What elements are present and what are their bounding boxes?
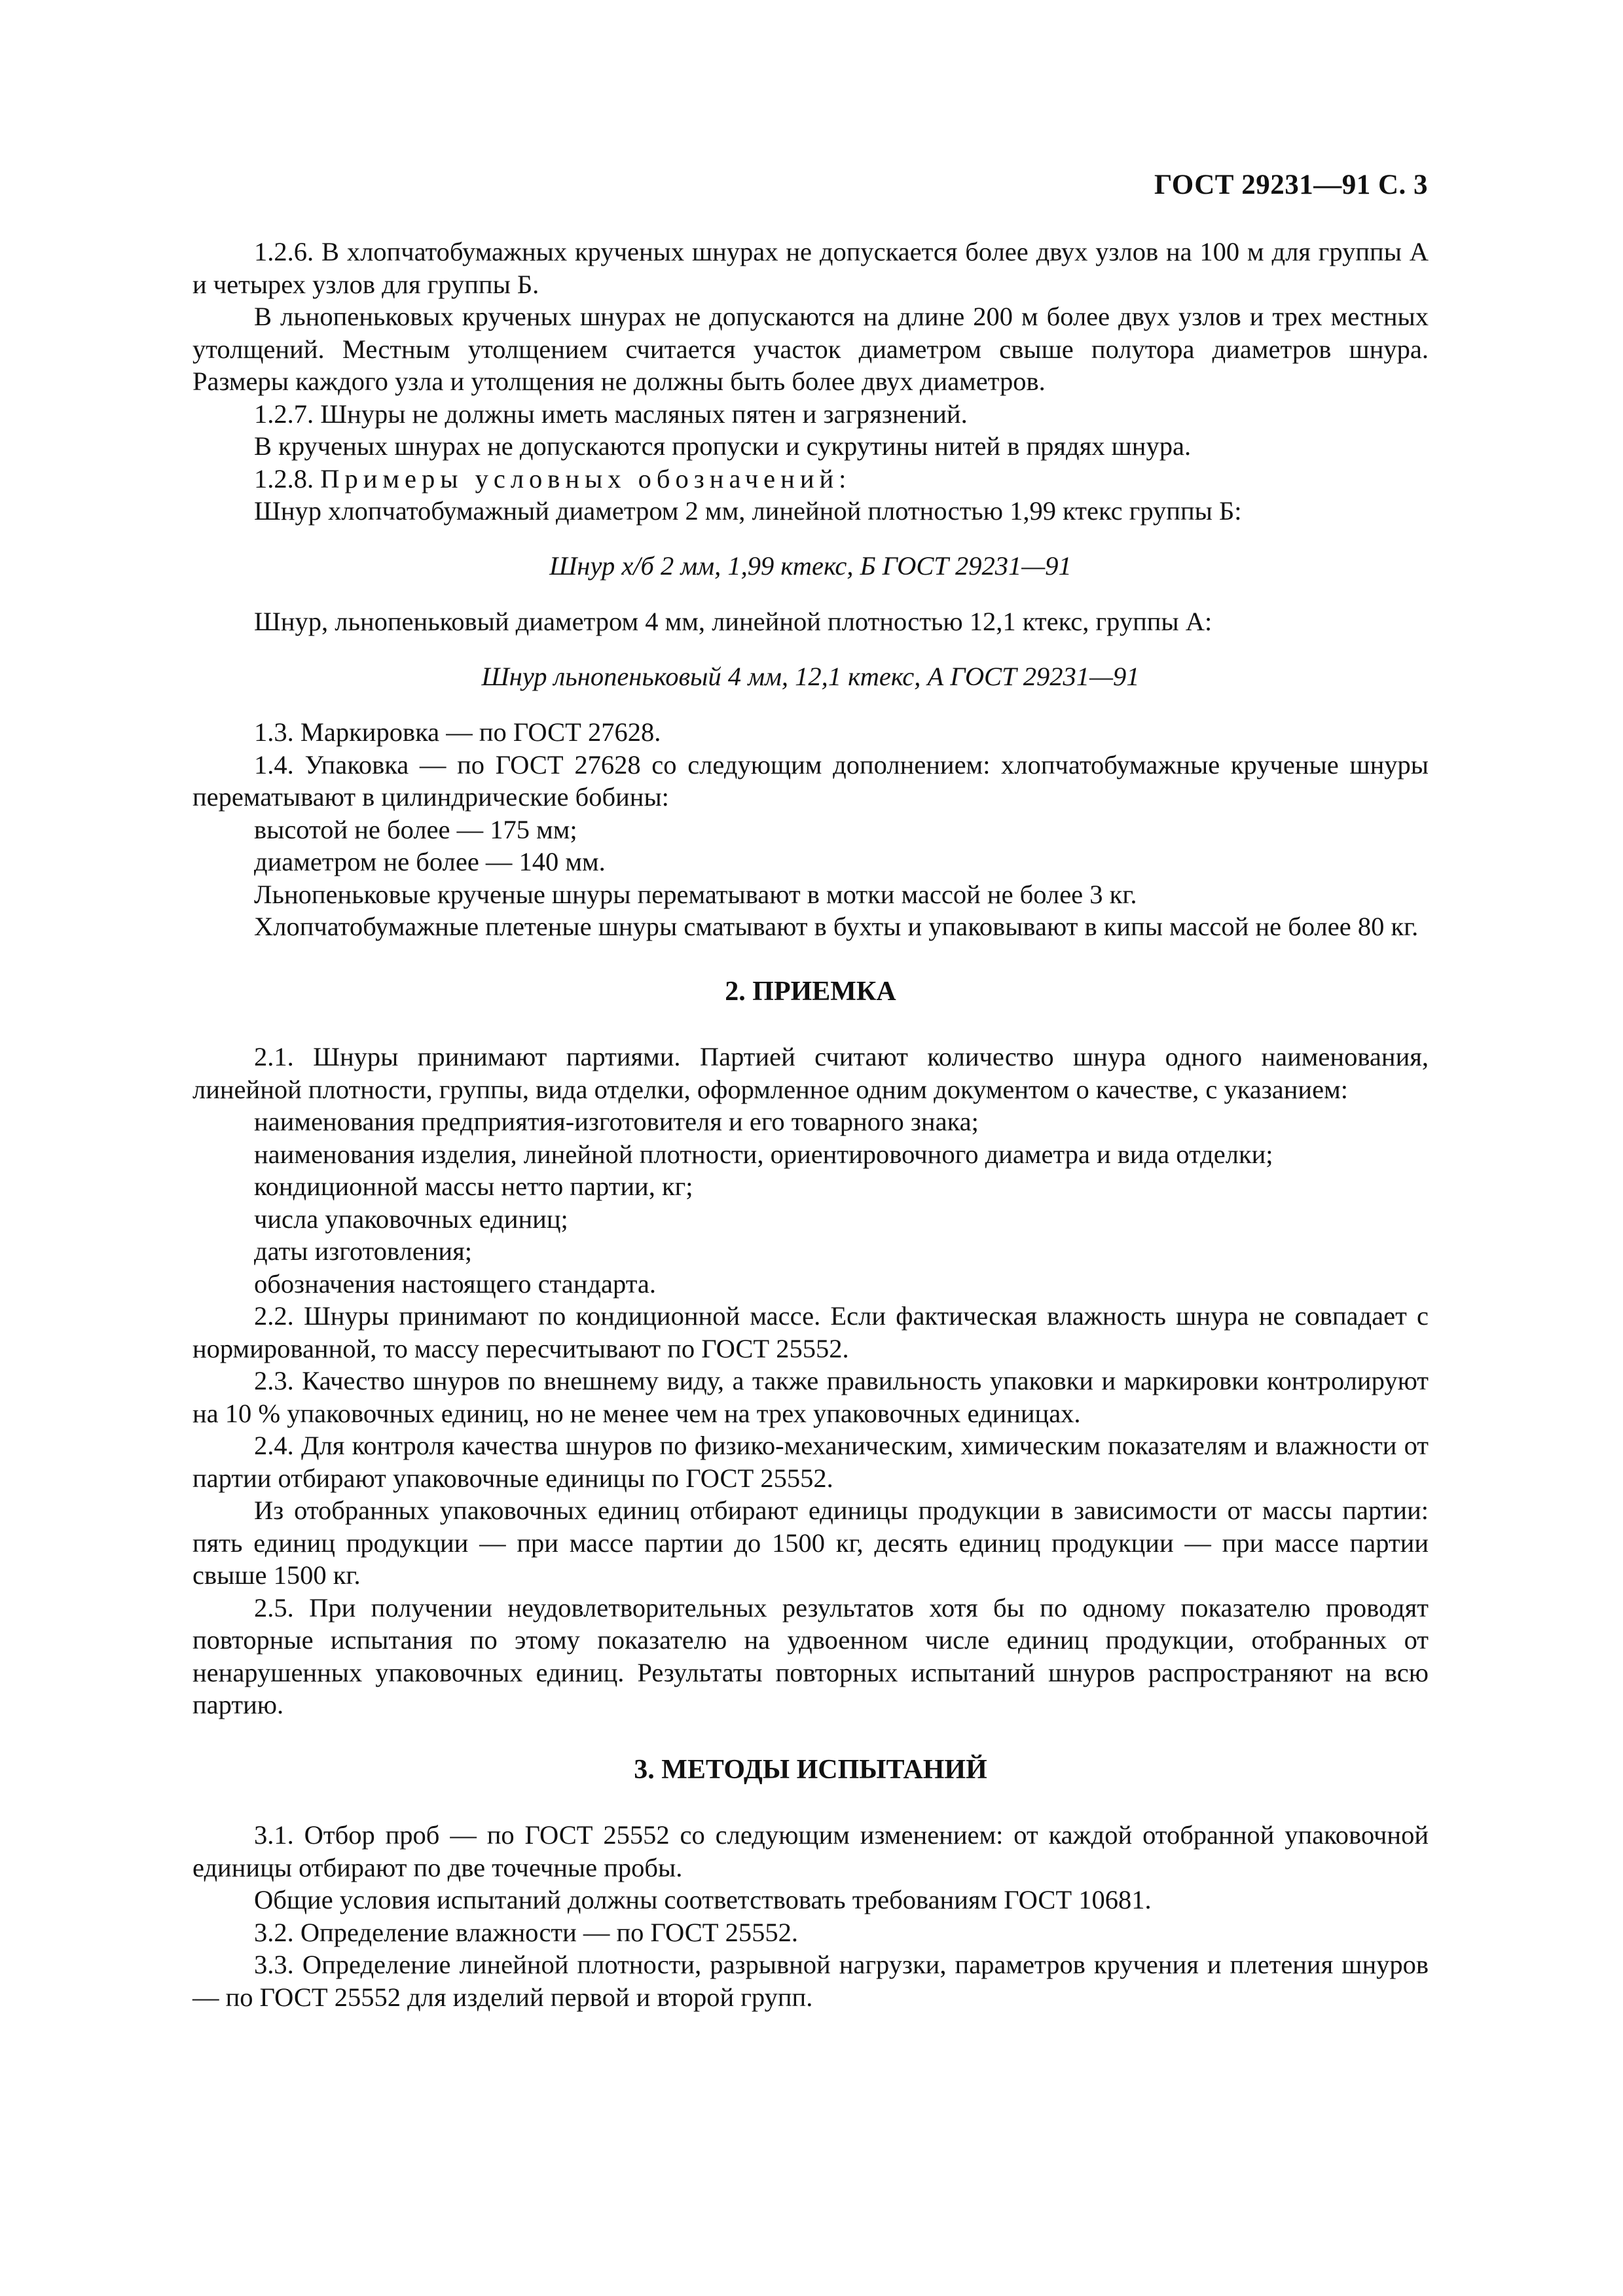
clause-3-1-conditions: Общие условия испытаний должны соответствовать требованиям ГОСТ 10681. <box>254 1885 1152 1914</box>
list-item: числа упаковочных единиц; <box>254 1204 568 1234</box>
page-header: ГОСТ 29231—91 С. 3 <box>1154 170 1428 200</box>
example-1-designation: Шнур х/б 2 мм, 1,99 ктекс, Б ГОСТ 29231—91 <box>549 550 1072 581</box>
section-2-title: 2. ПРИЕМКА <box>725 976 896 1007</box>
clause-2-4: 2.4. Для контроля качества шнуров по физико-механическим, химическим показателям и влажности от партии отбирают упаковочные единицы по ГОСТ 25552. <box>192 1431 1429 1493</box>
list-item: обозначения настоящего стандарта. <box>254 1268 657 1299</box>
example-2-designation: Шнур льнопеньковый 4 мм, 12,1 ктекс, А ГОСТ 29231—91 <box>481 661 1140 691</box>
example-1-text: Шнур хлопчатобумажный диаметром 2 мм, линейной плотностью 1,99 ктекс группы Б: <box>254 496 1242 526</box>
clause-2-3: 2.3. Качество шнуров по внешнему виду, а также правильность упаковки и маркировки контролируют на 10 % упаковочных единиц, но не менее чем на трех упаковочных единицах. <box>192 1366 1429 1428</box>
clause-1-2-8-number: 1.2.8. <box>254 463 314 493</box>
clause-2-2: 2.2. Шнуры принимают по кондиционной массе. Если фактическая влажность шнура не совпадает с нормированной, то массу пересчитывают по ГОСТ 25552. <box>192 1301 1429 1363</box>
clause-2-5: 2.5. При получении неудовлетворительных результатов хотя бы по одному показателю проводят повторные испытания по этому показателю на удвоенном числе единиц продукции, отобранных от ненарушенных упаковочных единиц. Результаты повторных испытаний шнуров распространяют на всю партию. <box>192 1592 1429 1719</box>
document-body <box>192 236 1429 2013</box>
clause-1-3: 1.3. Маркировка — по ГОСТ 27628. <box>254 717 661 747</box>
list-item: даты изготовления; <box>254 1236 472 1266</box>
clause-1-4-flax: Льнопеньковые крученые шнуры перематывают в мотки массой не более 3 кг. <box>254 879 1137 909</box>
clause-3-3: 3.3. Определение линейной плотности, разрывной нагрузки, параметров кручения и плетения шнуров — по ГОСТ 25552 для изделий первой и второй групп. <box>192 1950 1429 2012</box>
example-2-text: Шнур, льнопеньковый диаметром 4 мм, линейной плотностью 12,1 ктекс, группы А: <box>254 607 1213 636</box>
clause-1-2-6-flax: В льнопеньковых крученых шнурах не допускаются на длине 200 м более двух узлов и трех местных утолщений. Местным утолщением считается участок диаметром свыше полутора диаметров шнура. Размеры каждого узла и утолщения не должны быть более двух диаметров. <box>192 302 1429 396</box>
clause-2-1: 2.1. Шнуры принимают партиями. Партией считают количество шнура одного наименования, линейной плотности, группы, вида отделки, оформленное одним документом о качестве, с указанием: <box>192 1042 1429 1104</box>
clause-2-4-units: Из отобранных упаковочных единиц отбирают единицы продукции в зависимости от массы партии: пять единиц продукции — при массе партии до 1500 кг, десять единиц продукции — при массе партии свыше 1500 кг. <box>192 1496 1429 1590</box>
bobbin-diameter: диаметром не более — 140 мм. <box>254 847 606 876</box>
list-item: наименования предприятия-изготовителя и его товарного знака; <box>254 1107 979 1136</box>
clause-1-2-8 <box>192 463 1429 495</box>
list-item: наименования изделия, линейной плотности, ориентировочного диаметра и вида отделки; <box>254 1139 1273 1169</box>
bobbin-height: высотой не более — 175 мм; <box>254 814 577 844</box>
clause-1-2-6: 1.2.6. В хлопчатобумажных крученых шнурах не допускается более двух узлов на 100 м для группы А и четырех узлов для группы Б. <box>192 237 1429 299</box>
section-3-title: 3. МЕТОДЫ ИСПЫТАНИЙ <box>634 1754 987 1785</box>
clause-3-2: 3.2. Определение влажности — по ГОСТ 25552. <box>254 1917 798 1947</box>
list-item: кондиционной массы нетто партии, кг; <box>254 1172 693 1201</box>
clause-1-4: 1.4. Упаковка — по ГОСТ 27628 со следующим дополнением: хлопчатобумажные крученые шнуры перематывают в цилиндрические бобины: <box>192 749 1429 812</box>
clause-1-4-cotton: Хлопчатобумажные плетеные шнуры сматывают в бухты и упаковывают в кипы массой не более 80 кг. <box>254 912 1419 941</box>
clause-1-2-7: 1.2.7. Шнуры не должны иметь масляных пятен и загрязнений. <box>254 399 968 429</box>
clause-1-2-7-twisted: В крученых шнурах не допускаются пропуски и сукрутины нитей в прядях шнура. <box>254 431 1192 461</box>
clause-3-1: 3.1. Отбор проб — по ГОСТ 25552 со следующим изменением: от каждой отобранной упаковочной единицы отбирают по две точечные пробы. <box>192 1820 1429 1882</box>
clause-1-2-8-title: Примеры условных обозначений: <box>320 463 852 493</box>
